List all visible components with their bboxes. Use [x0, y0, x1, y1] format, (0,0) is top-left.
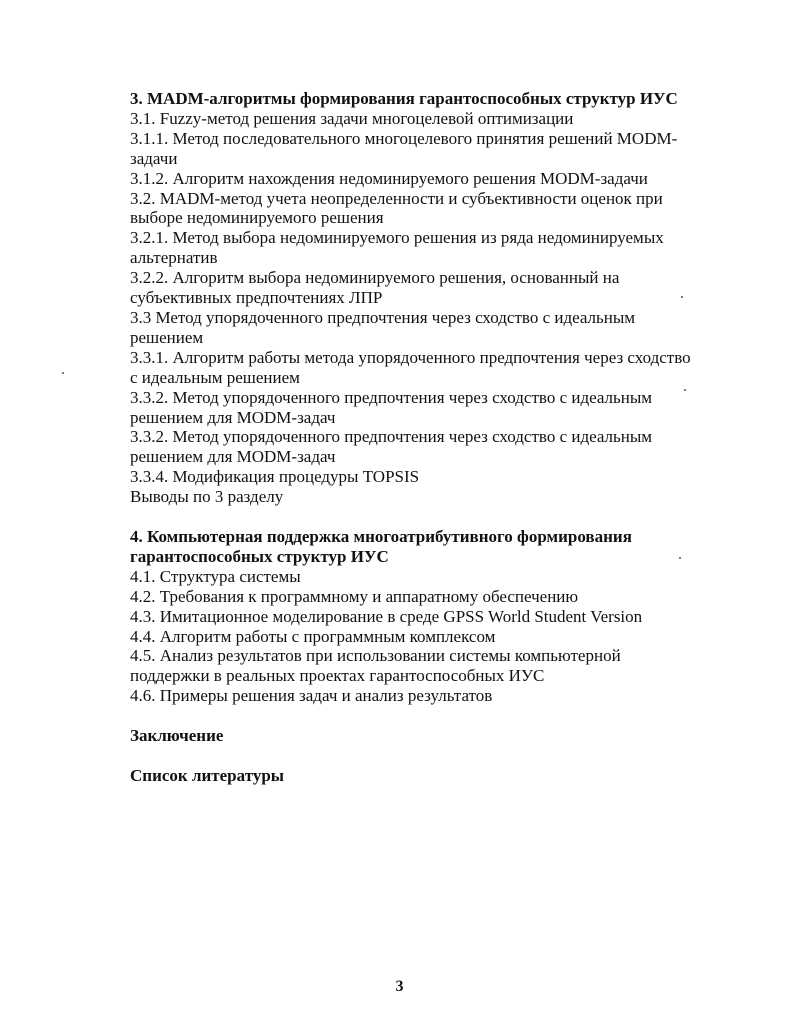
page-number: 3: [395, 978, 404, 995]
scan-speck: [62, 372, 64, 374]
toc-entry: 3.2.2. Алгоритм выбора недоминируемого решения, основанный на: [130, 268, 620, 288]
toc-entry: 3.2. MADM-метод учета неопределенности и субъективности оценок при: [130, 188, 663, 208]
toc-entry: задачи: [130, 148, 178, 168]
spacer: [130, 507, 730, 527]
toc-entry: альтернатив: [130, 248, 218, 268]
toc-entry: 3.3.2. Метод упорядоченного предпочтения через сходство с идеальным: [130, 387, 653, 407]
toc-entry: 3.2.1. Метод выбора недоминируемого решения из ряда недоминируемых: [130, 228, 664, 248]
toc-entry: поддержки в реальных проектах гарантоспособных ИУС: [130, 666, 545, 686]
toc-entry: выборе недоминируемого решения: [130, 208, 384, 228]
conclusion-heading: Заключение: [130, 726, 224, 746]
toc-entry: решением для MODM-задач: [130, 447, 336, 467]
toc-entry: 4.3. Имитационное моделирование в среде GPSS World Student Version: [130, 606, 643, 626]
toc-entry: Выводы по 3 разделу: [130, 487, 284, 507]
toc-entry: 4.4. Алгоритм работы с программным комплексом: [130, 626, 496, 646]
section-3-heading: 3. MADM-алгоритмы формирования гарантоспособных структур ИУС: [130, 89, 678, 108]
toc-entry: решением: [130, 327, 204, 347]
toc-entry: 3.3 Метод упорядоченного предпочтения через сходство с идеальным: [130, 307, 636, 327]
section-4-heading-cont: гарантоспособных структур ИУС: [130, 546, 389, 566]
scan-speck: [679, 557, 681, 559]
toc-entry: 3.3.4. Модификация процедуры TOPSIS: [130, 467, 420, 487]
scan-speck: [684, 389, 686, 391]
toc-entry: 3.1.1. Метод последовательного многоцелевого принятия решений MODM-: [130, 128, 678, 148]
table-of-contents: [130, 89, 730, 786]
section-4-heading: 4. Компьютерная поддержка многоатрибутивного формирования: [130, 527, 632, 547]
toc-entry: субъективных предпочтениях ЛПР: [130, 288, 383, 308]
references-heading: Список литературы: [130, 766, 285, 786]
toc-entry: 3.3.1. Алгоритм работы метода упорядоченного предпочтения через сходство: [130, 347, 691, 367]
toc-entry: 4.5. Анализ результатов при использовании системы компьютерной: [130, 646, 621, 666]
spacer: [130, 746, 730, 766]
toc-entry: 3.1. Fuzzy-метод решения задачи многоцелевой оптимизации: [130, 108, 574, 128]
scan-speck: [681, 296, 683, 298]
toc-entry: 4.6. Примеры решения задач и анализ результатов: [130, 686, 493, 706]
toc-entry: с идеальным решением: [130, 367, 300, 387]
toc-entry: 4.1. Структура системы: [130, 566, 301, 586]
toc-entry: решением для MODM-задач: [130, 407, 336, 427]
toc-entry: 4.2. Требования к программному и аппаратному обеспечению: [130, 586, 579, 606]
toc-entry: 3.1.2. Алгоритм нахождения недоминируемого решения MODM-задачи: [130, 168, 648, 188]
spacer: [130, 706, 730, 726]
toc-entry: 3.3.2. Метод упорядоченного предпочтения через сходство с идеальным: [130, 427, 653, 447]
